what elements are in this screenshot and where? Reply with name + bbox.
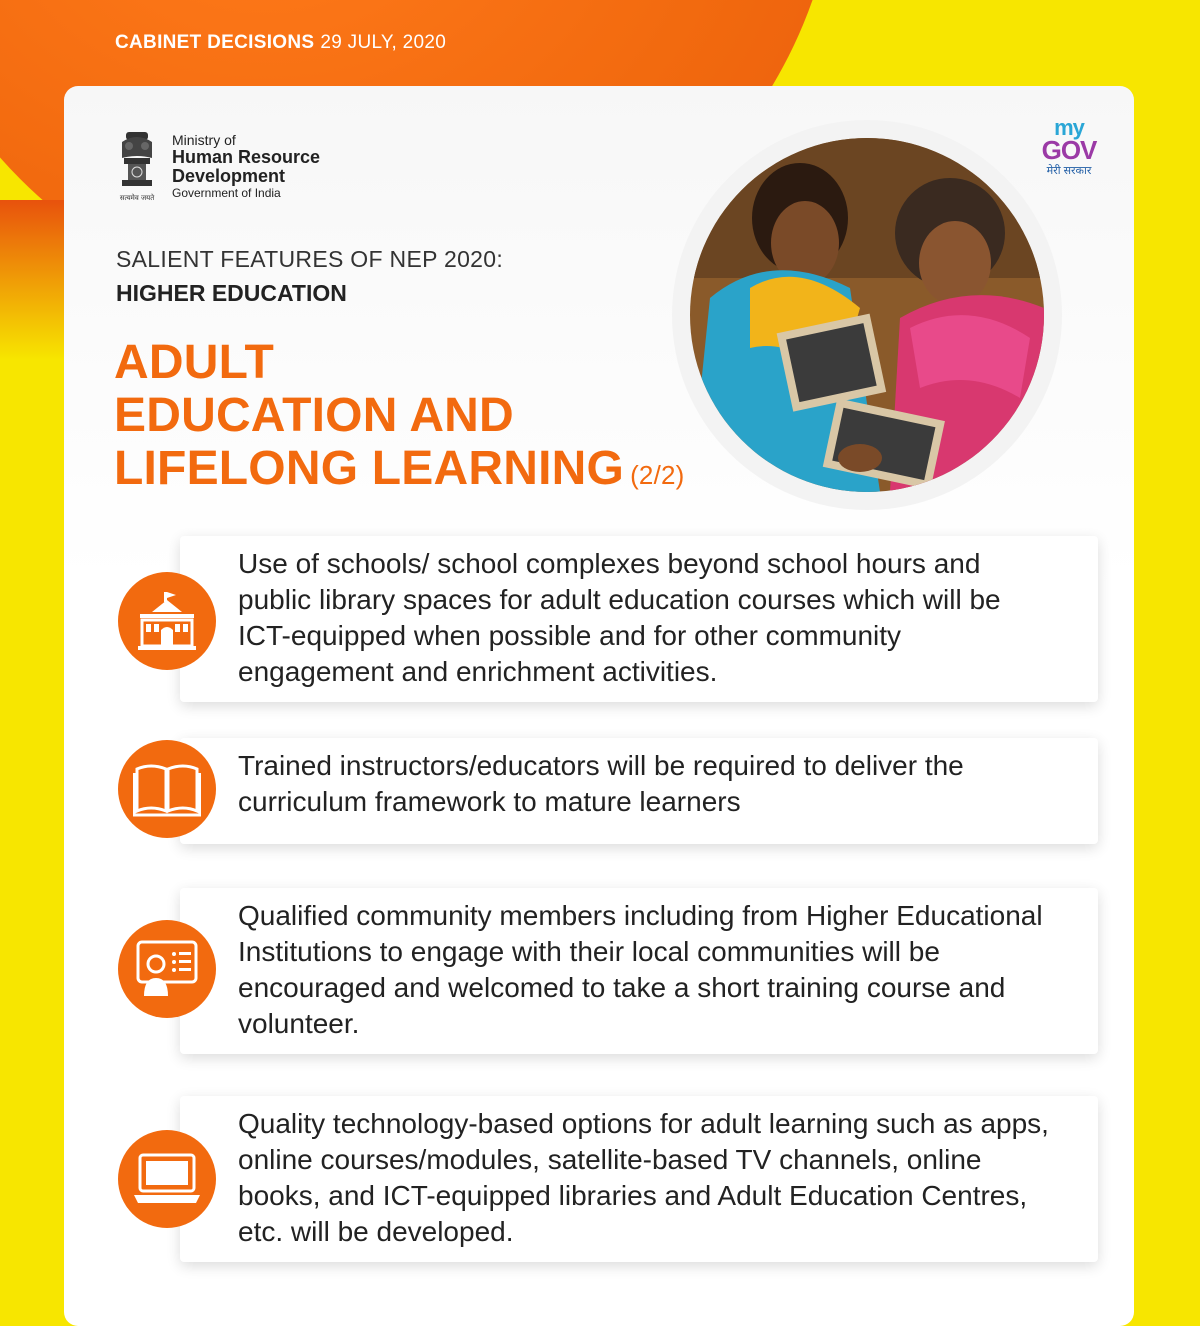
school-building-icon — [118, 572, 216, 670]
mygov-my: my — [1054, 115, 1084, 140]
feature-card-2 — [180, 738, 1098, 844]
feature-text-4: Quality technology-based options for adult learning such as apps, online courses/modules, satellite-based TV channels, online books, and ICT-equipped libraries and Adult Education Centres, etc. will be developed. — [238, 1108, 1049, 1247]
learners-photo — [690, 138, 1044, 492]
background-accent — [0, 200, 70, 360]
feature-text-2: Trained instructors/educators will be required to deliver the curriculum framework to mature learners — [238, 750, 964, 817]
ministry-line2: Human Resource — [172, 146, 321, 167]
title-line1: ADULT — [114, 336, 275, 389]
feature-text-1: Use of schools/ school complexes beyond school hours and public library spaces for adult education courses which will be ICT-equipped when possible and for other community engagement and enrichment activities. — [238, 548, 1001, 687]
emblem-motto: सत्यमेव जयते — [119, 194, 155, 202]
ministry-line1: Ministry of — [172, 132, 236, 148]
ministry-logo-text — [172, 133, 320, 200]
mygov-gov: GOV — [1041, 135, 1097, 165]
title-line2: EDUCATION AND — [114, 389, 514, 442]
part-indicator: (2/2) — [630, 460, 685, 490]
banner-label: CABINET DECISIONS — [115, 32, 315, 53]
instructor-board-icon — [118, 920, 216, 1018]
laptop-icon — [118, 1130, 216, 1228]
title-line3: LIFELONG LEARNING — [114, 442, 625, 495]
ashoka-emblem-icon — [112, 128, 162, 208]
feature-card-4 — [180, 1096, 1098, 1262]
section-label: HIGHER EDUCATION — [116, 280, 347, 306]
banner-date: 29 JULY, 2020 — [320, 32, 447, 53]
mygov-logo — [1024, 115, 1114, 178]
ministry-line4: Government of India — [172, 186, 281, 201]
feature-text-3: Qualified community members including from Higher Educational Institutions to engage with their local communities will be encouraged and welcomed to take a short training course and volunteer. — [238, 900, 1043, 1039]
feature-card-3 — [180, 888, 1098, 1054]
mygov-tagline: मेरी सरकार — [1046, 165, 1092, 177]
page-title — [114, 336, 714, 502]
subtitle: SALIENT FEATURES OF NEP 2020: — [116, 246, 504, 272]
open-book-icon — [118, 740, 216, 838]
feature-card-1 — [180, 536, 1098, 702]
top-banner — [115, 32, 446, 54]
ministry-line3: Development — [172, 165, 286, 186]
